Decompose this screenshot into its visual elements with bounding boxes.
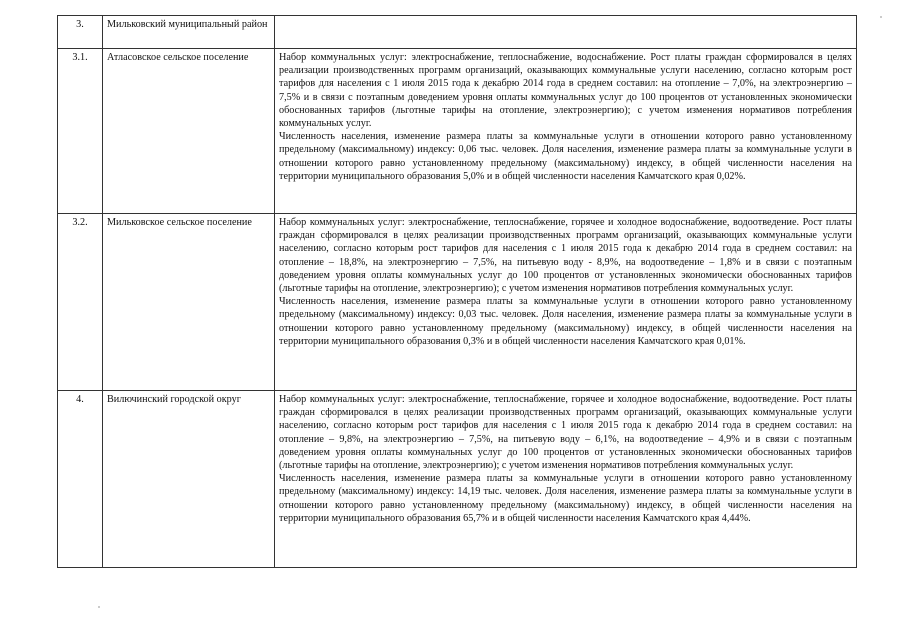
row-description: [275, 49, 857, 214]
row-number: 3.: [58, 16, 103, 49]
municipality-name: Атласовское сельское поселение: [103, 49, 275, 214]
row-number: 4.: [58, 391, 103, 568]
population-paragraph: Численность населения, изменение размера платы за коммунальные услуги в отношении которого равно установленному предельному (максимальному) индексу: 14,19 тыс. человек. Доля населения, изменение размера платы за коммунальные услуги в отношении которого равно установленному предельному (максимальному) индексу, в общей численности населения на территории муниципального образования 65,7% и в общей численности населения Камчатского края 4,44%.: [279, 473, 852, 524]
row-number: 3.2.: [58, 214, 103, 391]
table-row: [58, 391, 857, 568]
row-number: 3.1.: [58, 49, 103, 214]
scan-speck: [880, 16, 882, 18]
table-row: [58, 214, 857, 391]
table-row: [58, 49, 857, 214]
services-paragraph: Набор коммунальных услуг: электроснабжение, теплоснабжение, горячее и холодное водоснабжение, водоотведение. Рост платы граждан сформировался в целях реализации производственных программ организаций, оказывающих коммунальные услуги населению, согласно которым рост тарифов для населения с 1 июля 2015 года к декабрю 2014 года в среднем составил: на отопление – 9,8%, на электроэнергию – 7,5%, на питьевую воду – 6,1%, на водоотведение – 4,9% и в связи с поэтапным доведением уровня оплаты коммунальных услуг до 100 процентов от установленных экономически обоснованных тарифов (льготные тарифы на отопление, электроэнергию); с учетом изменения нормативов потребления коммунальных услуг.: [279, 394, 852, 472]
municipality-name: Мильковское сельское поселение: [103, 214, 275, 391]
municipality-name: Мильковский муниципальный район: [103, 16, 275, 49]
municipality-name: Вилючинский городской округ: [103, 391, 275, 568]
services-paragraph: Набор коммунальных услуг: электроснабжение, теплоснабжение, горячее и холодное водоснабжение, водоотведение. Рост платы граждан сформировался в целях реализации производственных программ организаций, оказывающих коммунальные услуги населению, согласно которым рост тарифов для населения с 1 июля 2015 года к декабрю 2014 года в среднем составил: на отопление – 18,8%, на электроэнергию – 7,5%, на питьевую воду - 8,9%, на водоотведение – 1,8% и в связи с поэтапным доведением уровня оплаты коммунальных услуг до 100 процентов от установленных экономически обоснованных тарифов (льготные тарифы на отопление, электроэнергию); с учетом изменения нормативов потребления коммунальных услуг.: [279, 217, 852, 295]
row-description: [275, 16, 857, 49]
population-paragraph: Численность населения, изменение размера платы за коммунальные услуги в отношении которого равно установленному предельному (максимальному) индексу: 0,06 тыс. человек. Доля населения, изменение размера платы за коммунальные услуги в отношении которого равно установленному предельному (максимальному) индексу, в общей численности населения на территории муниципального образования 5,0% и в общей численности населения Камчатского края 0,02%.: [279, 131, 852, 182]
scan-speck: [98, 606, 100, 608]
row-description: [275, 214, 857, 391]
population-paragraph: Численность населения, изменение размера платы за коммунальные услуги в отношении которого равно установленному предельному (максимальному) индексу: 0,03 тыс. человек. Доля населения, изменение размера платы за коммунальные услуги в отношении которого равно установленному предельному (максимальному) индексу, в общей численности населения на территории муниципального образования 0,3% и в общей численности населения Камчатского края 0,01%.: [279, 296, 852, 347]
tariff-table: [57, 15, 857, 568]
table-row: [58, 16, 857, 49]
row-description: [275, 391, 857, 568]
services-paragraph: Набор коммунальных услуг: электроснабжение, теплоснабжение, водоснабжение. Рост платы граждан сформировался в целях реализации производственных программ организаций, оказывающих коммунальные услуги населению, согласно которым рост тарифов для населения с 1 июля 2015 года к декабрю 2014 года в среднем составил: на отопление – 7,0%, на электроэнергию – 7,5% и в связи с поэтапным доведением уровня оплаты коммунальных услуг до 100 процентов от установленных экономически обоснованных тарифов (льготные тарифы на отопление, электроэнергию); с учетом изменения нормативов потребления коммунальных услуг.: [279, 52, 852, 130]
